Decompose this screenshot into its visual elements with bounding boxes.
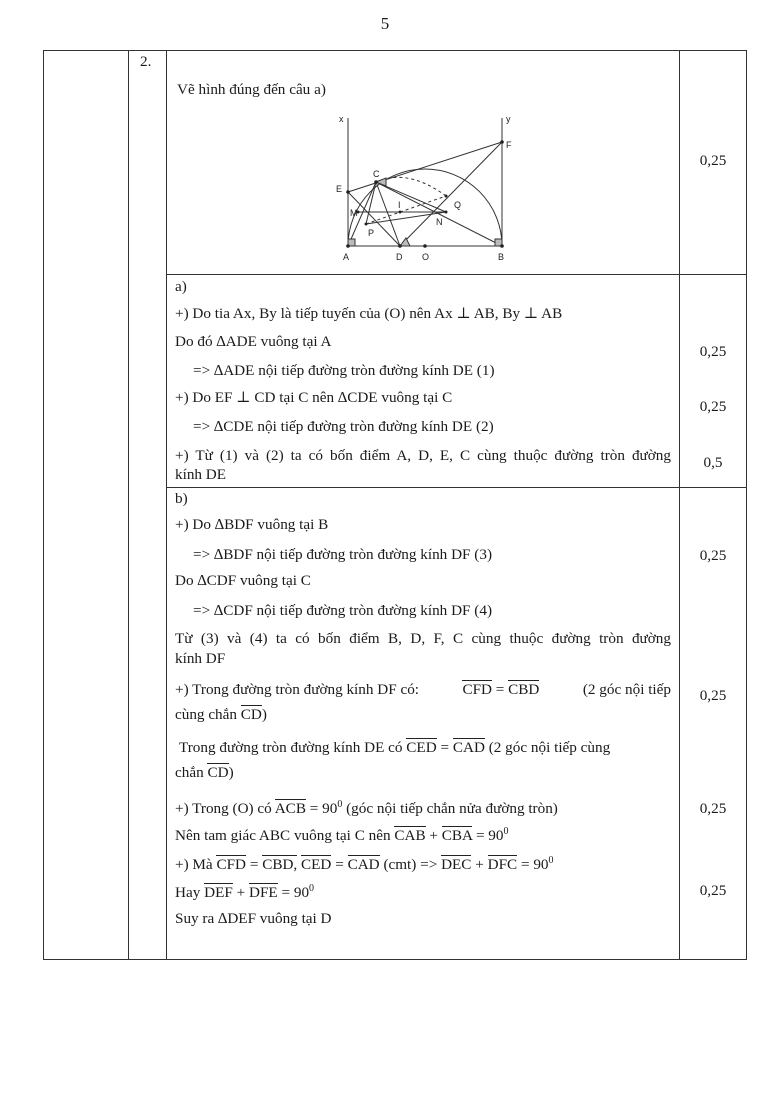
equals: = (249, 856, 259, 874)
score-a3: 0,5 (703, 454, 723, 471)
table-right-border (746, 50, 747, 960)
degree-sup: 0 (503, 826, 509, 837)
score-b1: 0,25 (699, 547, 727, 564)
part-b-line-10 (175, 795, 558, 819)
part-a-line-6b: kính DE (175, 466, 227, 483)
degree-sup: 0 (309, 883, 315, 894)
arc-cd: CD (240, 706, 262, 723)
segment-pq-dashed (366, 196, 446, 224)
label-c: C (373, 169, 380, 179)
part-a-line-3: => ∆ADE nội tiếp đường tròn đường kính DE (1) (193, 362, 495, 379)
part-b-line-3: Do ∆CDF vuông tại C (175, 572, 311, 589)
segment-cp (366, 182, 376, 224)
l9-pre: chắn (175, 764, 204, 781)
l12-mid: (cmt) => (383, 856, 438, 874)
label-m: M (350, 208, 358, 218)
table-left-border (43, 50, 44, 960)
angle-dfe: DFE (248, 884, 278, 902)
l10-val: = 90 (309, 800, 338, 818)
label-p: P (368, 228, 375, 238)
label-o: O (422, 252, 430, 262)
plus: + (475, 856, 484, 874)
table-bottom-border (43, 959, 747, 960)
score-b2: 0,25 (699, 687, 727, 704)
label-b: B (498, 252, 505, 262)
label-f: F (506, 140, 512, 150)
l8-post: (2 góc nội tiếp cùng (488, 739, 611, 756)
part-b-line-5b: kính DF (175, 650, 226, 667)
segment-df (400, 142, 502, 246)
geometry-figure (328, 108, 518, 268)
angle-cbd: CBD (508, 681, 540, 698)
part-b-line-13 (175, 879, 314, 903)
degree-sup: 0 (548, 855, 554, 866)
angle-dec: DEC (441, 856, 472, 874)
part-b-line-11 (175, 822, 509, 846)
row-divider-b (166, 487, 747, 488)
l13-pre: Hay (175, 884, 201, 902)
equals: = (495, 681, 505, 698)
score-a2: 0,25 (699, 398, 727, 415)
label-n: N (436, 217, 443, 227)
angle-cad-2: CAD (347, 856, 380, 874)
angle-cfd-2: CFD (216, 856, 247, 874)
l10-post: (góc nội tiếp chắn nửa đường tròn) (346, 800, 558, 818)
part-b-line-7 (175, 705, 267, 725)
part-b-line-2: => ∆BDF nội tiếp đường tròn đường kính DF (3) (193, 546, 492, 563)
label-d: D (396, 252, 403, 262)
plus: + (429, 827, 438, 845)
segment-cd (376, 182, 400, 246)
table-col-divider-3 (679, 50, 680, 960)
angle-cfd: CFD (462, 681, 492, 698)
segment-ef (348, 142, 502, 192)
label-i: I (398, 200, 401, 210)
equals: = (335, 856, 344, 874)
part-a-label: a) (175, 278, 187, 295)
score-b4: 0,25 (699, 882, 727, 899)
question-number: 2. (140, 53, 152, 70)
angle-dfc: DFC (487, 856, 518, 874)
label-x: x (339, 114, 344, 124)
part-a-line-2: Do đó ∆ADE vuông tại A (175, 333, 332, 350)
part-a-line-1: +) Do tia Ax, By là tiếp tuyến của (O) nên Ax ⊥ AB, By ⊥ AB (175, 305, 563, 322)
l8-pre: Trong đường tròn đường kính DE có (179, 739, 403, 756)
score-b3: 0,25 (699, 800, 727, 817)
part-b-line-4: => ∆CDF nội tiếp đường tròn đường kính DF (4) (193, 602, 492, 619)
angle-acb: ACB (274, 800, 306, 818)
label-a: A (343, 252, 350, 262)
l11-val: = 90 (475, 827, 504, 845)
score-figure: 0,25 (699, 152, 727, 169)
part-b-line-8 (179, 738, 610, 758)
l7-post: ) (261, 706, 267, 723)
part-b-line-5a: Từ (3) và (4) ta có bốn điểm B, D, F, C cùng thuộc đường tròn đường (175, 630, 671, 647)
part-a-line-4: +) Do EF ⊥ CD tại C nên ∆CDE vuông tại C (175, 389, 453, 406)
segment-pn (366, 212, 446, 224)
l10-pre: +) Trong (O) có (175, 800, 272, 818)
l12-val: = 90 (520, 856, 549, 874)
arc-cd-2: CD (207, 764, 229, 781)
l12-pre: +) Mà (175, 856, 213, 874)
part-b-line-6 (175, 680, 671, 700)
l9-post: ) (228, 764, 234, 781)
degree-sup: 0 (337, 799, 343, 810)
angle-ced-2: CED (301, 856, 332, 874)
score-a1: 0,25 (699, 343, 727, 360)
part-b-line-14: Suy ra ∆DEF vuông tại D (175, 910, 332, 927)
table-top-border (43, 50, 747, 51)
part-a-line-5: => ∆CDE nội tiếp đường tròn đường kính DE (2) (193, 418, 494, 435)
part-b-line-1: +) Do ∆BDF vuông tại B (175, 516, 329, 533)
table-col-divider-1 (128, 50, 129, 960)
l6-post: (2 góc nội tiếp (582, 681, 671, 698)
angle-def: DEF (204, 884, 233, 902)
equals: = (440, 739, 450, 756)
angle-ced: CED (406, 739, 437, 756)
page-number: 5 (380, 14, 390, 33)
part-b-line-12 (175, 851, 554, 875)
angle-cad: CAD (452, 739, 485, 756)
row-divider-a (166, 274, 747, 275)
part-a-line-6a: +) Từ (1) và (2) ta có bốn điểm A, D, E, C cùng thuộc đường tròn đường (175, 447, 671, 464)
plus: + (236, 884, 246, 902)
table-col-divider-2 (166, 50, 167, 960)
label-q: Q (454, 200, 462, 210)
angle-cab: CAB (394, 827, 426, 845)
angle-cba: CBA (441, 827, 473, 845)
label-y: y (506, 114, 511, 124)
l13-val: = 90 (281, 884, 310, 902)
label-e: E (336, 184, 343, 194)
l7-pre: cùng chắn (175, 706, 237, 723)
figure-caption: Vẽ hình đúng đến câu a) (177, 81, 326, 98)
part-b-label: b) (175, 490, 188, 507)
l6-pre: +) Trong đường tròn đường kính DF có: (175, 681, 420, 698)
angle-cbd-2: CBD, (262, 856, 298, 874)
angle-mark-d (400, 238, 410, 246)
part-b-line-9 (175, 763, 234, 783)
l11-pre: Nên tam giác ABC vuông tại C nên (175, 827, 391, 845)
